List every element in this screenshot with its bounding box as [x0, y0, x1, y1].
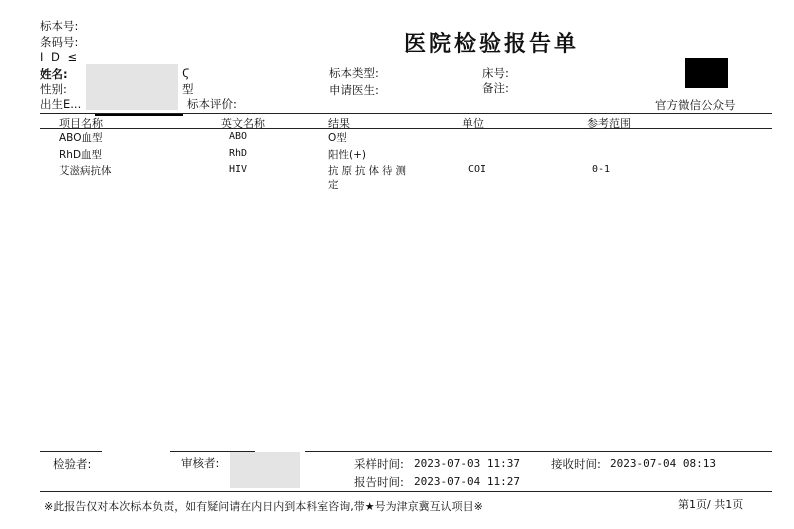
- signature-smear: [230, 452, 300, 488]
- report-time-label: 报告时间:: [354, 475, 404, 489]
- row-result: 抗原抗体待测: [328, 165, 409, 177]
- row-name: 艾滋病抗体: [59, 165, 112, 177]
- evaluation-label: 标本评价:: [187, 97, 237, 111]
- row-range: 0-1: [592, 164, 611, 175]
- footer-bottom-rule: [40, 491, 772, 492]
- footer-rule-3: [305, 451, 772, 452]
- sample-time-label: 采样时间:: [354, 457, 404, 471]
- remark-label: 备注:: [482, 81, 509, 95]
- reviewer-label: 审核者:: [181, 456, 220, 470]
- name-label: 姓名:: [40, 67, 68, 81]
- page-title: 医院检验报告单: [404, 31, 580, 57]
- row-unit: COI: [468, 164, 487, 175]
- row-english: HIV: [229, 164, 248, 175]
- row-result-continued: 定: [328, 179, 339, 191]
- dob-label: 出生E...: [40, 97, 82, 111]
- tester-label: 检验者:: [53, 457, 92, 471]
- id-label: I D ≤: [40, 50, 80, 64]
- qr-code-redacted: [685, 58, 728, 88]
- page-number: 第1页/ 共1页: [678, 498, 744, 511]
- footer-rule-1: [40, 451, 102, 452]
- specimen-no-label: 标本号:: [40, 19, 79, 33]
- doctor-label: 申请医生:: [329, 83, 379, 97]
- specimen-type-label: 标本类型:: [329, 66, 379, 80]
- redaction-smear: [86, 64, 178, 110]
- barcode-label: 条码号:: [40, 35, 79, 49]
- bed-label: 床号:: [482, 66, 509, 80]
- gender-fragment: 型: [182, 82, 194, 96]
- row-result: O型: [328, 132, 347, 144]
- column-header-name: 项目名称: [59, 117, 103, 130]
- report-note: ※此报告仅对本次标本负责，如有疑问请在内日内到本科室咨询,带★号为津京冀互认项目※: [44, 500, 483, 513]
- row-result: 阳性(+): [328, 149, 366, 161]
- row-english: ABO: [229, 131, 248, 142]
- wechat-label: 官方微信公众号: [655, 98, 736, 112]
- column-header-english: 英文名称: [221, 117, 265, 130]
- table-header-rule: [40, 128, 772, 129]
- column-header-result: 结果: [328, 117, 350, 130]
- report-time: 2023-07-04 11:27: [414, 475, 520, 488]
- column-header-unit: 单位: [462, 117, 484, 130]
- receive-time-label: 接收时间:: [551, 457, 601, 471]
- row-english: RhD: [229, 148, 248, 159]
- row-name: RhD血型: [59, 149, 103, 161]
- sample-time: 2023-07-03 11:37: [414, 457, 520, 470]
- name-fragment: Ϛ: [182, 66, 190, 80]
- table-top-rule: [40, 113, 772, 114]
- row-name: ABO血型: [59, 132, 103, 144]
- receive-time: 2023-07-04 08:13: [610, 457, 716, 470]
- column-header-range: 参考范围: [587, 117, 631, 130]
- gender-label: 性别:: [40, 82, 67, 96]
